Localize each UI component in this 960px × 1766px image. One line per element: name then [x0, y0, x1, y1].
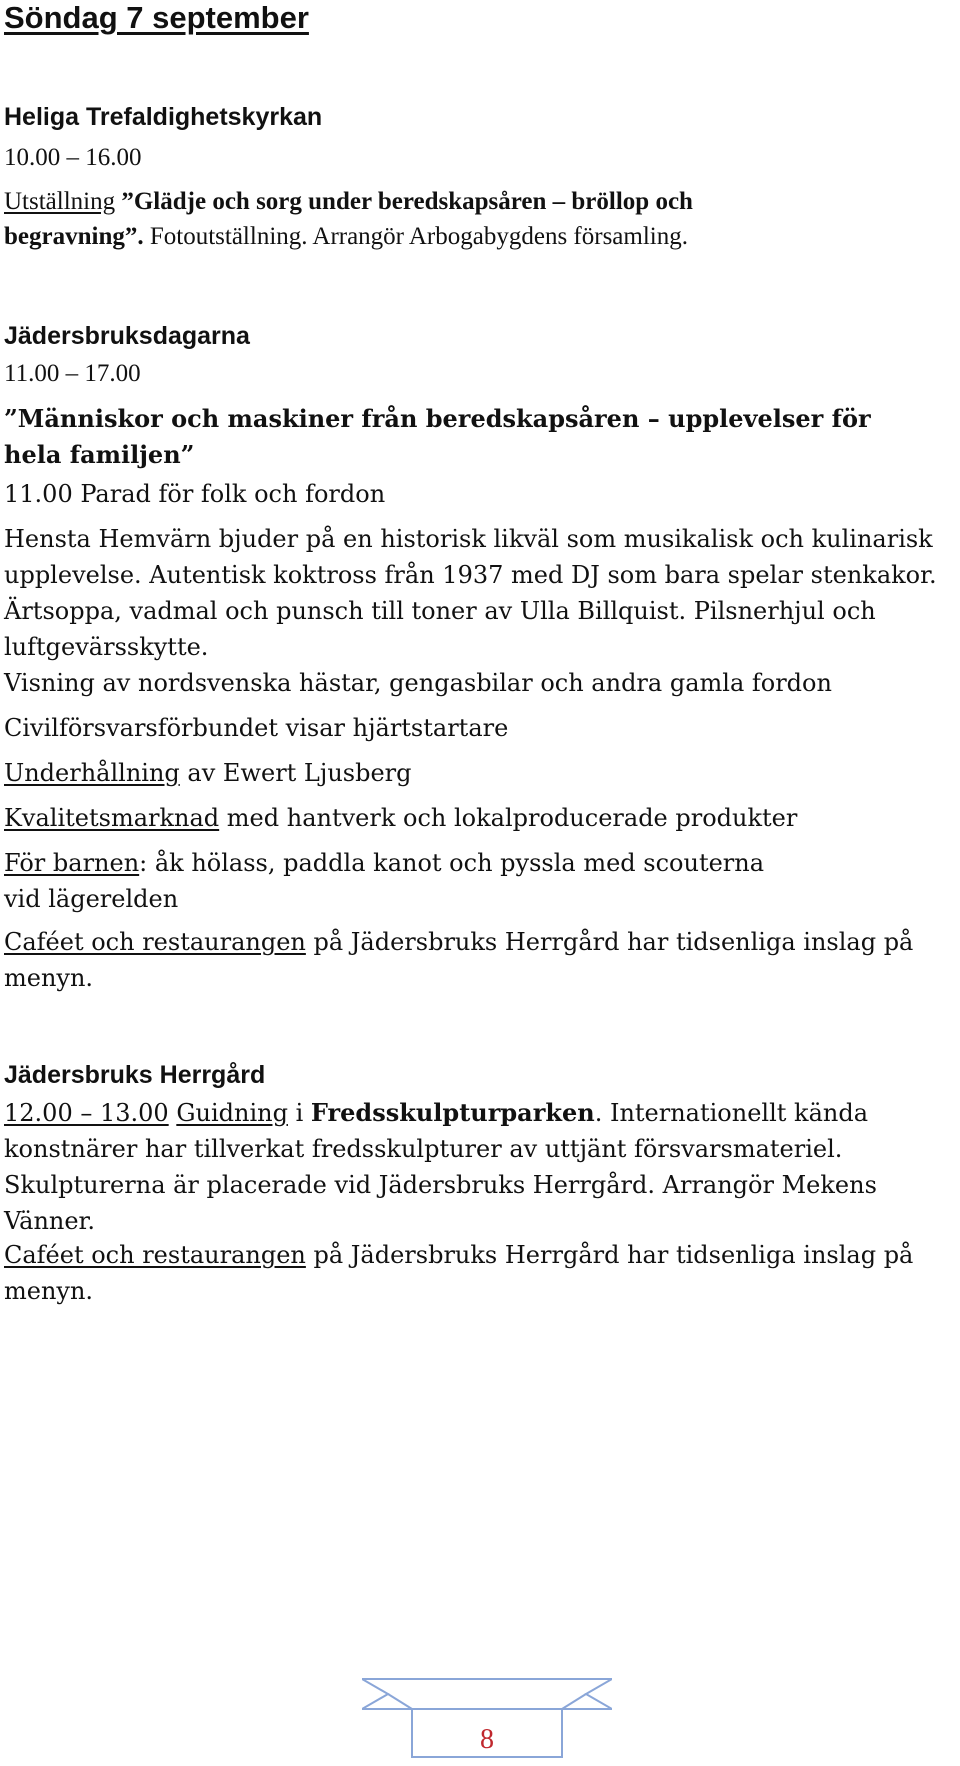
exhibition-title-end: begravning”.: [4, 223, 144, 250]
park-name: Fredsskulpturparken: [310, 1098, 595, 1127]
venue-heading: Jädersbruks Herrgård: [4, 1061, 266, 1089]
event-time: 11.00 – 17.00: [4, 360, 141, 387]
exhibition-label: Utställning: [4, 188, 116, 215]
day-title: Söndag 7 september: [4, 0, 309, 35]
cafe-item: Caféet och restaurangen på Jädersbruks Herrgård har tidsenliga inslag på menyn.: [4, 928, 914, 992]
event-time: 10.00 – 16.00: [4, 144, 142, 171]
visning-item: Visning av nordsvenska hästar, gengasbilar och andra gamla fordon: [4, 669, 832, 697]
children-item: För barnen: åk hölass, paddla kanot och pyssla med scouterna vid lägerelden: [4, 849, 765, 913]
exhibition-line-2: [4, 218, 688, 255]
exhibition-organizer: Fotoutställning. Arrangör Arbogabygdens församling.: [143, 223, 688, 250]
page-footer: [362, 1676, 612, 1760]
exhibition-title: ”Glädje och sorg under beredskapsåren – bröllop och: [115, 188, 693, 215]
market-label: Kvalitetsmarknad: [4, 804, 220, 832]
children-label: För barnen: [4, 849, 140, 877]
venue-heading: Heliga Trefaldighetskyrkan: [4, 103, 323, 131]
guided-tour-description: 12.00 – 13.00 Guidning i Fredsskulpturparken. Internationellt kända konstnärer har tillverkat fredsskulpturer av uttjänt försvarsmateriel. Skulpturerna är placerade vid Jädersbruks Herrgård. Arrangör Mekens Vänner.: [4, 1098, 877, 1235]
cafe-label: Caféet och restaurangen: [4, 928, 306, 956]
guide-label: Guidning: [176, 1099, 288, 1127]
civil-item: Civilförsvarsförbundet visar hjärtstartare: [4, 714, 509, 742]
entertainment-item: Underhållning av Ewert Ljusberg: [4, 759, 412, 787]
event-title: ”Människor och maskiner från beredskapsåren – upplevelser för hela familjen”: [4, 404, 871, 469]
page-number: 8: [480, 1724, 494, 1755]
exhibition-line-1: [4, 183, 693, 220]
hensta-description: Hensta Hemvärn bjuder på en historisk likväl som musikalisk och kulinarisk upplevelse. Autentisk koktross från 1937 med DJ som bara spelar stenkakor. Ärtsoppa, vadmal och punsch till toner av Ulla Billquist. Pilsnerhjul och luftgevärsskytte.: [4, 525, 937, 661]
guide-time: 12.00 – 13.00: [4, 1099, 169, 1127]
cafe-item: Caféet och restaurangen på Jädersbruks Herrgård har tidsenliga inslag på menyn.: [4, 1241, 914, 1305]
venue-heading: Jädersbruksdagarna: [4, 322, 250, 350]
cafe-label: Caféet och restaurangen: [4, 1241, 306, 1269]
entertainment-label: Underhållning: [4, 759, 180, 787]
parade-item: 11.00 Parad för folk och fordon: [4, 480, 386, 508]
market-item: Kvalitetsmarknad med hantverk och lokalproducerade produkter: [4, 804, 798, 832]
